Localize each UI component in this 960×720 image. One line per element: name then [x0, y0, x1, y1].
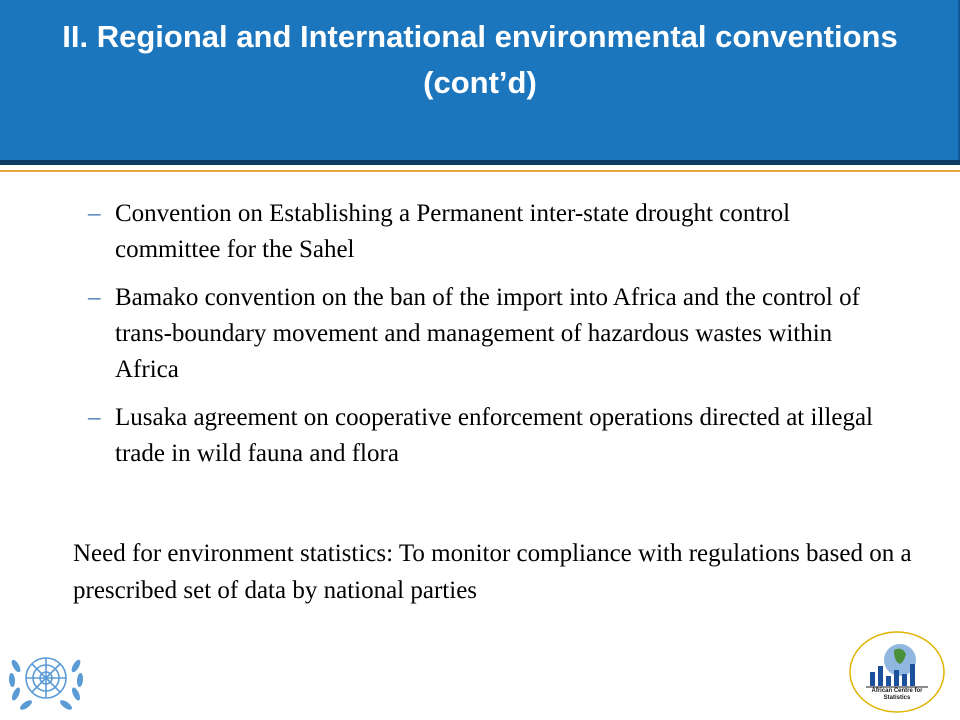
bullet-text: Bamako convention on the ban of the import into Africa and the control of trans-boundary movement and management of hazardous wastes within Africa [115, 284, 860, 383]
bullet-dash: – [88, 284, 101, 311]
slide-title: II. Regional and International environmental conventions (cont’d) [62, 19, 898, 100]
acs-logo-text: African Centre for Statistics [871, 688, 923, 701]
bullet-item [90, 400, 900, 472]
bullet-text: Lusaka agreement on cooperative enforcement operations directed at illegal trade in wild fauna and flora [115, 404, 873, 467]
bullet-item [90, 280, 900, 388]
bullet-item [90, 196, 900, 268]
bullet-dash: – [88, 200, 101, 227]
need-statement: Need for environment statistics: To monitor compliance with regulations based on a prescribed set of data by national parties [73, 540, 912, 604]
un-emblem-icon [2, 642, 90, 718]
bullet-dash: – [88, 404, 101, 431]
bullet-text: Convention on Establishing a Permanent inter-state drought control committee for the Sahel [115, 200, 791, 263]
